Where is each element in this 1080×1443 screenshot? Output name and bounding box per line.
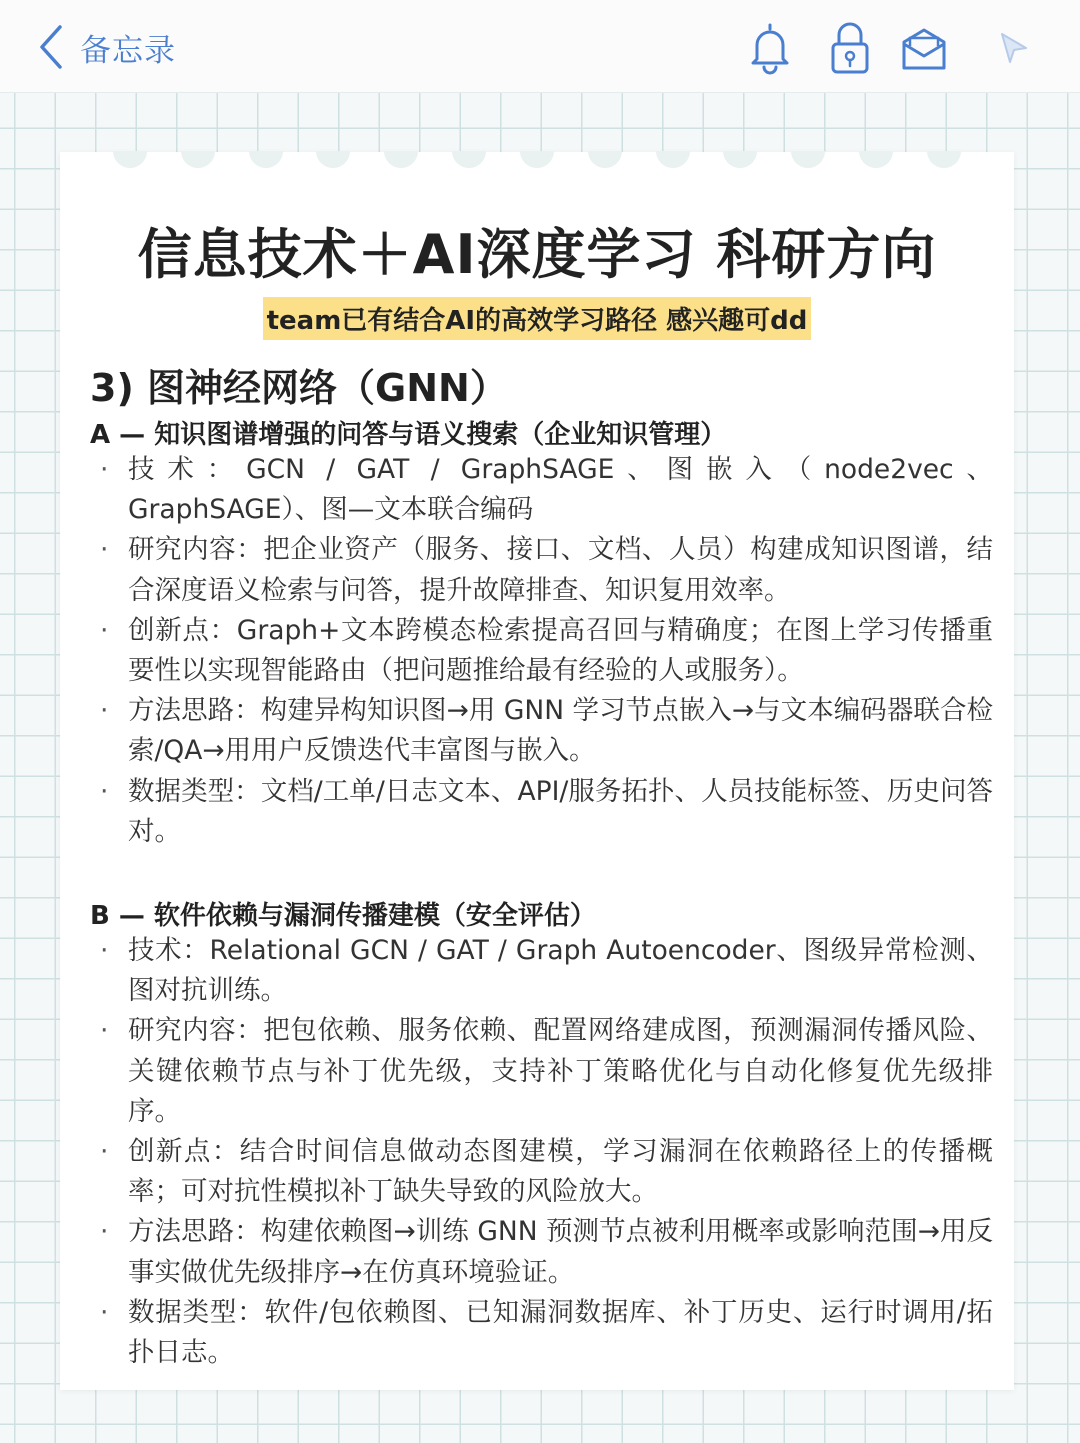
list-item: · 创新点：结合时间信息做动态图建模，学习漏洞在依赖路径上的传播概率；可对抗性模拟补丁缺失导致的风险放大。 [100,1136,993,1208]
lock-icon [829,20,871,76]
bell-button[interactable] [744,20,796,76]
share-icon [998,30,1030,66]
list-item: · 技术：Relational GCN / GAT / Graph Autoencoder、图级异常检测、图对抗训练。 [100,935,993,1007]
note-subtitle: team已有结合AI的高效学习路径 感兴趣可dd [263,297,812,340]
part-a-heading: A — 知识图谱增强的问答与语义搜索（企业知识管理） [90,420,727,450]
top-bar [0,0,1080,93]
list-item: · 方法思路：构建依赖图→训练 GNN 预测节点被利用概率或影响范围→用反事实做优先级排序→在仿真环境验证。 [100,1216,993,1288]
list-item: · 数据类型：文档/工单/日志文本、API/服务拓扑、人员技能标签、历史问答对。 [100,775,993,847]
share-button[interactable] [988,20,1040,76]
list-item: · 研究内容：把包依赖、服务依赖、配置网络建成图，预测漏洞传播风险、关键依赖节点与补丁优先级，支持补丁策略优化与自动化修复优先级排序。 [100,1015,993,1127]
list-item: · 技术：GCN / GAT / GraphSAGE、图嵌入（node2vec、GraphSAGE）、图—文本联合编码 [100,454,993,526]
list-item: · 数据类型：软件/包依赖图、已知漏洞数据库、补丁历史、运行时调用/拓扑日志。 [100,1296,993,1369]
part-b-list [98,931,993,1373]
back-button[interactable] [38,22,176,72]
bell-icon [748,21,792,75]
mail-button[interactable] [898,20,950,76]
chevron-left-icon [38,24,64,70]
lock-button[interactable] [824,20,876,76]
part-a-list [98,450,993,852]
mail-icon [900,24,948,72]
section-title: 3) 图神经网络（GNN） [90,366,508,410]
note-card [60,152,1014,1390]
part-b-heading: B — 软件依赖与漏洞传播建模（安全评估） [90,901,596,931]
note-title: 信息技术＋AI深度学习 科研方向 [137,223,937,286]
list-item: · 创新点：Graph+文本跨模态检索提高召回与精确度；在图上学习传播重要性以实现智能路由（把问题推给最有经验的人或服务）。 [100,614,993,687]
list-item: · 方法思路：构建异构知识图→用 GNN 学习节点嵌入→与文本编码器联合检索/QA→用用户反馈迭代丰富图与嵌入。 [100,695,993,767]
back-label: 备忘录 [80,32,176,69]
binding-holes [60,151,1014,171]
list-item: · 研究内容：把企业资产（服务、接口、文档、人员）构建成知识图谱，结合深度语义检索与问答，提升故障排查、知识复用效率。 [100,534,993,606]
